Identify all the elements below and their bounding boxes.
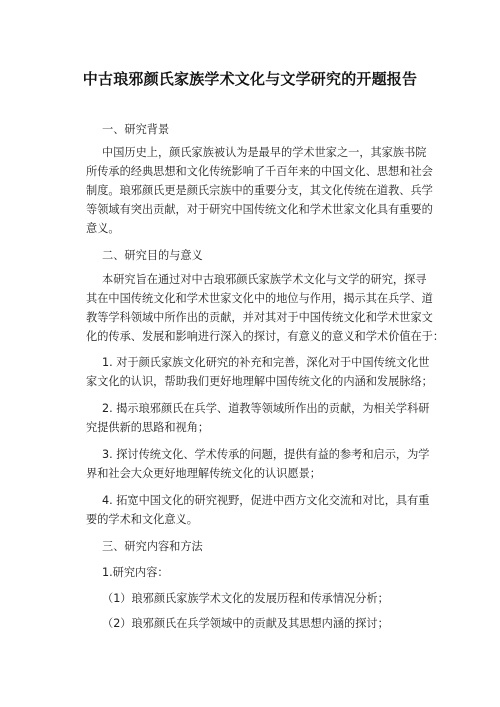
point-4-line: 要的学术和文化意义。 bbox=[86, 513, 198, 526]
section-2-intro-line: 化的传承、发展和影响进行深入的探讨，有意义的意义和学术价值在于： bbox=[86, 330, 445, 343]
point-1-line: 1. 对于颜氏家族文化研究的补充和完善，深化对于中国传统文化世 bbox=[102, 356, 430, 369]
point-1-line: 家文化的认识，帮助我们更好地理解中国传统文化的内涵和发展脉络； bbox=[86, 375, 433, 388]
section-2-heading: 二、研究目的与意义 bbox=[102, 249, 203, 262]
point-4-line: 4. 拓宽中国文化的研究视野，促进中西方文化交流和对比，具有重 bbox=[102, 494, 430, 507]
research-content-label: 1.研究内容： bbox=[102, 566, 169, 579]
point-2-line: 究提供新的思路和视角； bbox=[86, 421, 210, 434]
section-2-intro-line: 教等学科领域中所作出的贡献，并对其对于中国传统文化和学术世家文 bbox=[86, 311, 433, 324]
research-content-item-2: （2）琅邪颜氏在兵学领域中的贡献及其思想内涵的探讨； bbox=[102, 617, 389, 630]
section-1-heading: 一、研究背景 bbox=[102, 123, 170, 136]
section-1-line: 意义。 bbox=[86, 222, 120, 235]
point-2-line: 2. 揭示琅邪颜氏在兵学、道教等领域所作出的贡献，为相关学科研 bbox=[102, 402, 430, 415]
section-1-line: 所传承的经典思想和文化传统影响了千百年来的中国文化、思想和社会 bbox=[86, 165, 433, 178]
point-3-line: 3. 探讨传统文化、学术传承的问题，提供有益的参考和启示，为学 bbox=[102, 448, 430, 461]
section-1-line: 等领域有突出贡献，对于研究中国传统文化和学术世家文化具有重要的 bbox=[86, 203, 433, 216]
document-title: 中古琅邪颜氏家族学术文化与文学研究的开题报告 bbox=[82, 70, 418, 88]
section-2-intro-line: 本研究旨在通过对中古琅邪颜氏家族学术文化与文学的研究，探寻 bbox=[102, 273, 427, 286]
section-1-line: 制度。琅邪颜氏更是颜氏宗族中的重要分支，其文化传统在道教、兵学 bbox=[86, 184, 433, 197]
research-content-item-1: （1）琅邪颜氏家族学术文化的发展历程和传承情况分析； bbox=[102, 592, 389, 605]
point-3-line: 界和社会大众更好地理解传统文化的认识愿景； bbox=[86, 467, 321, 480]
section-3-heading: 三、研究内容和方法 bbox=[102, 540, 203, 553]
section-1-line: 中国历史上，颜氏家族被认为是最早的学术世家之一，其家族书院 bbox=[102, 146, 427, 159]
section-2-intro-line: 其在中国传统文化和学术世家文化中的地位与作用，揭示其在兵学、道 bbox=[86, 292, 433, 305]
